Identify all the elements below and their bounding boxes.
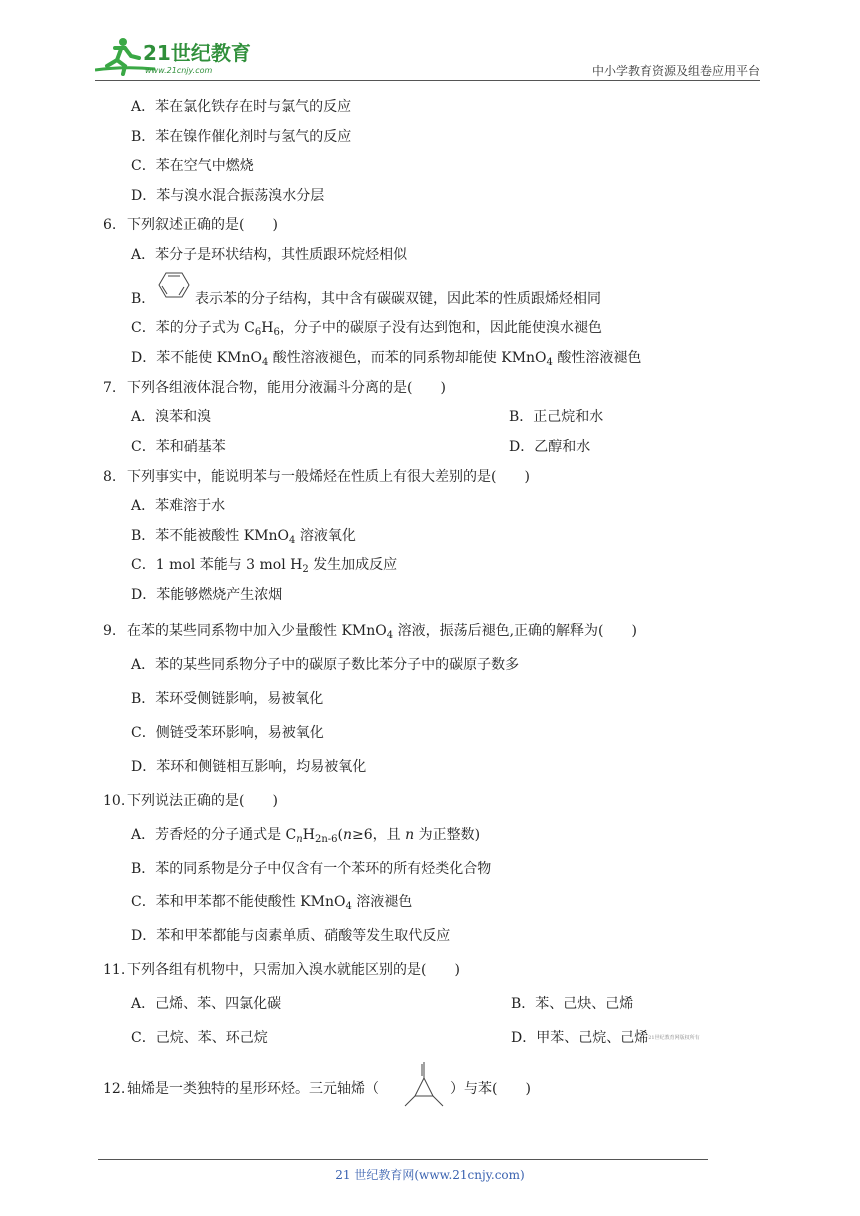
question-number: 7.: [103, 380, 117, 396]
q10-option-a: A．芳香烃的分子通式是 $C_nH_{2n-6}(n\ge 6$，且 n 为正整数): [131, 827, 481, 845]
question-stem: 下列各组液体混合物，能用分液漏斗分离的是( ): [127, 380, 446, 396]
q11-option-a: A．己烯、苯、四氯化碳: [131, 996, 282, 1012]
q7-option-d: D．乙醇和水: [509, 439, 591, 455]
option-letter: B．: [131, 291, 156, 307]
q7-option-c: C．苯和硝基苯: [131, 439, 226, 455]
q10-option-c: C．苯和甲苯都不能使酸性 KMnO$_4$ 溶液褪色: [131, 894, 413, 912]
question-11: [103, 961, 460, 979]
question-number: 8.: [103, 469, 117, 485]
site-name: 中小学教育资源及组卷应用平台: [591, 64, 760, 78]
q5-option-b: B．苯在镍作催化剂时与氢气的反应: [131, 129, 352, 145]
question-7: [103, 379, 446, 397]
question-12: [103, 1080, 379, 1098]
question-8: [103, 468, 530, 486]
question-stem-part2: ）与苯( ): [450, 1081, 531, 1097]
q7-option-a: A．溴苯和溴: [131, 409, 212, 425]
q8-option-a: A．苯难溶于水: [131, 498, 226, 514]
q6-option-d: D．苯不能使 KMnO$_4$ 酸性溶液褪色，而苯的同系物却能使 KMnO$_4$ 酸性溶液褪色: [131, 350, 642, 368]
question-number: 12.: [103, 1081, 126, 1097]
question-6: [103, 216, 278, 234]
question-number: 10.: [103, 793, 126, 809]
q6-option-b-text: 表示苯的分子结构，其中含有碳碳双键，因此苯的性质跟烯烃相同: [195, 291, 601, 307]
q10-option-b: B．苯的同系物是分子中仅含有一个苯环的所有烃类化合物: [131, 861, 492, 877]
q9-option-c: C．侧链受苯环影响，易被氧化: [131, 725, 324, 741]
footer-divider: [98, 1159, 708, 1160]
q11-option-b: B．苯、己炔、己烯: [511, 996, 634, 1012]
q6-option-c: C．苯的分子式为 $C_6H_6$，分子中的碳原子没有达到饱和，因此能使溴水褪色: [131, 320, 602, 338]
q11-option-d: D．甲苯、己烷、己烯21世纪教育网版权所有: [511, 1030, 700, 1046]
page-header: [95, 30, 760, 82]
q11-option-c: C．己烷、苯、环己烷: [131, 1030, 268, 1046]
question-stem: 下列事实中，能说明苯与一般烯烃在性质上有很大差别的是( ): [127, 469, 530, 485]
logo-url: www.21cnjy.com: [145, 66, 213, 75]
header-divider: [95, 80, 760, 81]
q9-option-a: A．苯的某些同系物分子中的碳原子数比苯分子中的碳原子数多: [131, 657, 520, 673]
q7-option-b: B．正己烷和水: [509, 409, 604, 425]
q5-option-c: C．苯在空气中燃烧: [131, 158, 254, 174]
q8-option-d: D．苯能够燃烧产生浓烟: [131, 587, 283, 603]
question-number: 6.: [103, 217, 117, 233]
q5-option-a: A．苯在氯化铁存在时与氯气的反应: [131, 99, 352, 115]
q10-option-d: D．苯和甲苯都能与卤素单质、硝酸等发生取代反应: [131, 928, 451, 944]
question-number: 11.: [103, 962, 126, 978]
question-stem: 下列各组有机物中，只需加入溴水就能区别的是( ): [127, 962, 460, 978]
question-10: [103, 792, 278, 810]
q5-option-d: D．苯与溴水混合振荡溴水分层: [131, 188, 325, 204]
question-number: 9.: [103, 623, 117, 639]
q6-option-a: A．苯分子是环状结构，其性质跟环烷烃相似: [131, 247, 408, 263]
watermark-text: 21世纪教育网版权所有: [648, 1035, 700, 1041]
q8-option-b: B．苯不能被酸性 KMnO$_4$ 溶液氧化: [131, 528, 356, 546]
radialene-structure: [403, 1060, 445, 1110]
q9-option-b: B．苯环受侧链影响，易被氧化: [131, 691, 324, 707]
q6-option-b: [131, 290, 155, 308]
site-logo: [95, 36, 255, 76]
q9-option-d: D．苯环和侧链相互影响，均易被氧化: [131, 759, 367, 775]
question-stem-part1: 轴烯是一类独特的星形环烃。三元轴烯（: [127, 1081, 379, 1097]
question-9: 9. 在苯的某些同系物中加入少量酸性 KMnO$_4$ 溶液，振荡后褪色,正确的解释为( ): [103, 623, 637, 641]
question-stem: 下列叙述正确的是( ): [127, 217, 278, 233]
q8-option-c: C．1 mol 苯能与 3 mol $H_2$ 发生加成反应: [131, 557, 398, 575]
footer-link[interactable]: 21 世纪教育网(www.21cnjy.com): [335, 1168, 525, 1182]
benzene-kekule-structure: [157, 270, 191, 300]
question-stem: 下列说法正确的是( ): [127, 793, 278, 809]
logo-text: 21世纪教育: [143, 41, 251, 65]
